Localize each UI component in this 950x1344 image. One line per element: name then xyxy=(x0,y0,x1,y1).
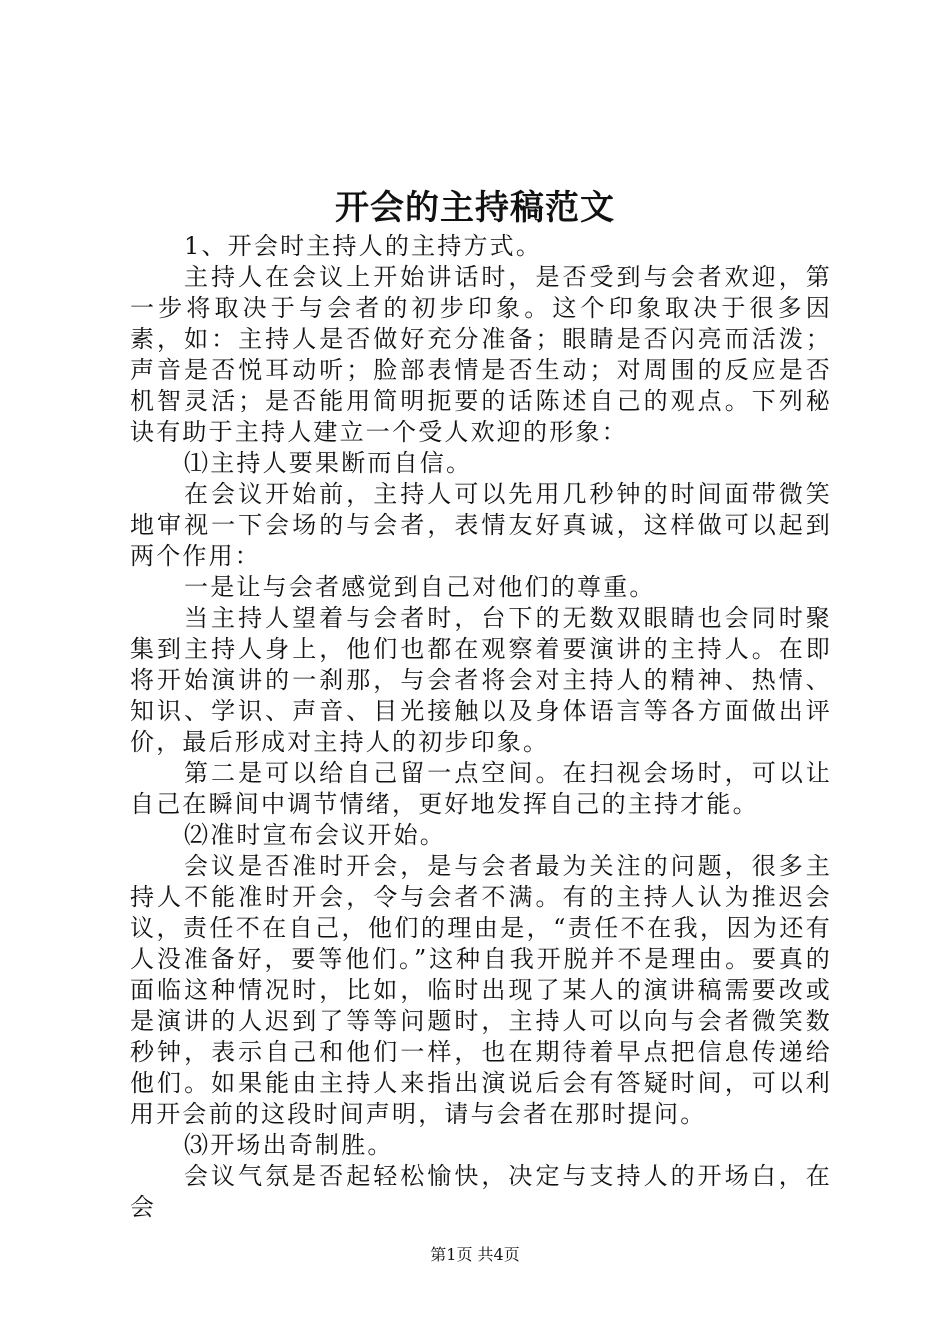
paragraph: 当主持人望着与会者时，台下的无数双眼睛也会同时聚集到主持人身上，他们也都在观察着要演讲的主持人。在即将开始演讲的一刹那，与会者将会对主持人的精神、热情、知识、学识、声音、目光接触以及身体语言等各方面做出评价，最后形成对主持人的初步印象。 xyxy=(130,604,832,756)
paragraph: ⑶开场出奇制胜。 xyxy=(184,1131,394,1159)
page-footer: 第1页 共4页 xyxy=(430,1245,520,1264)
paragraph: ⑴主持人要果断而自信。 xyxy=(184,449,473,477)
paragraph: 主持人在会议上开始讲话时，是否受到与会者欢迎，第一步将取决于与会者的初步印象。这个印象取决于很多因素，如：主持人是否做好充分准备；眼睛是否闪亮而活泼；声音是否悦耳动听；脸部表情是否生动；对周围的反应是否机智灵活；是否能用简明扼要的话陈述自己的观点。下列秘诀有助于主持人建立一个受人欢迎的形象： xyxy=(130,263,832,446)
paragraph: 1、开会时主持人的主持方式。 xyxy=(184,232,543,260)
paragraph: 第二是可以给自己留一点空间。在扫视会场时，可以让自己在瞬间中调节情绪，更好地发挥自己的主持才能。 xyxy=(130,759,832,818)
document-body xyxy=(130,231,832,1223)
paragraph: 一是让与会者感觉到自己对他们的尊重。 xyxy=(184,573,656,601)
paragraph: ⑵准时宣布会议开始。 xyxy=(184,821,446,849)
paragraph: 会议气氛是否起轻松愉快，决定与支持人的开场白，在会 xyxy=(130,1162,832,1221)
paragraph: 会议是否准时开会，是与会者最为关注的问题，很多主持人不能准时开会，令与会者不满。有的主持人认为推迟会议，责任不在自己，他们的理由是，“责任不在我，因为还有人没准备好，要等他们。”这种自我开脱并不是理由。要真的面临这种情况时，比如，临时出现了某人的演讲稿需要改或是演讲的人迟到了等等问题时，主持人可以向与会者微笑数秒钟，表示自己和他们一样，也在期待着早点把信息传递给他们。如果能由主持人来指出演说后会有答疑时间，可以利用开会前的这段时间声明，请与会者在那时提问。 xyxy=(130,852,832,1128)
document-title: 开会的主持稿范文 xyxy=(335,188,615,228)
paragraph: 在会议开始前，主持人可以先用几秒钟的时间面带微笑地审视一下会场的与会者，表情友好真诚，这样做可以起到两个作用： xyxy=(130,480,832,570)
